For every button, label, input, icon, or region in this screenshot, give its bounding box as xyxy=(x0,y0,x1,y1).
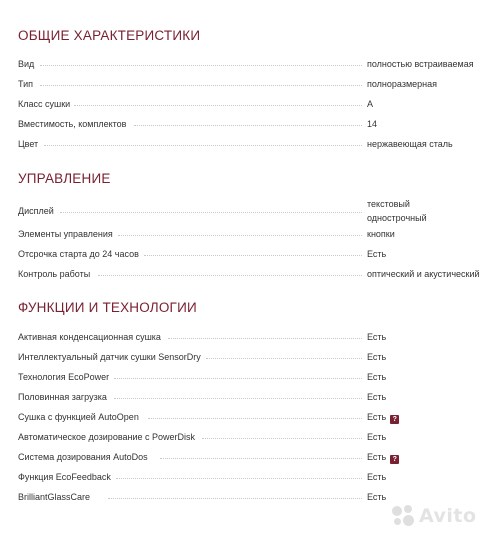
spec-label: Тип xyxy=(18,79,34,89)
spec-label: Активная конденсационная сушка xyxy=(18,332,161,342)
spec-value: Есть xyxy=(367,352,387,362)
spec-row xyxy=(18,431,488,451)
spec-value xyxy=(367,451,399,464)
spec-value: кнопки xyxy=(367,229,395,239)
dotted-leader xyxy=(108,498,362,499)
spec-label: Вид xyxy=(18,59,35,69)
spec-value: текстовый однострочный xyxy=(367,199,427,223)
spec-value-text: Есть xyxy=(367,412,387,422)
spec-value: Есть xyxy=(367,392,387,402)
spec-label: BrilliantGlassCare xyxy=(18,492,91,502)
spec-value: полностью встраиваемая xyxy=(367,59,474,69)
spec-row xyxy=(18,331,488,351)
spec-label: Дисплей xyxy=(18,206,54,216)
dotted-leader xyxy=(114,398,362,399)
spec-label: Технология EcoPower xyxy=(18,372,110,382)
spec-row xyxy=(18,98,488,118)
section-title-functions: ФУНКЦИИ И ТЕХНОЛОГИИ xyxy=(18,300,197,315)
dotted-leader xyxy=(118,235,362,236)
spec-value: Есть xyxy=(367,432,387,442)
dotted-leader xyxy=(160,458,362,459)
dotted-leader xyxy=(60,212,362,213)
spec-value: Есть xyxy=(367,332,387,342)
help-icon[interactable]: ? xyxy=(390,415,399,424)
spec-label: Цвет xyxy=(18,139,39,149)
spec-row xyxy=(18,58,488,78)
spec-value-text: Есть xyxy=(367,452,387,462)
spec-row xyxy=(18,451,488,471)
spec-row xyxy=(18,411,488,431)
dotted-leader xyxy=(168,338,362,339)
spec-label: Функция EcoFeedback xyxy=(18,472,111,482)
spec-value xyxy=(367,411,399,424)
spec-label: Сушка с функцией AutoOpen xyxy=(18,412,139,422)
spec-value: Есть xyxy=(367,372,387,382)
dotted-leader xyxy=(98,275,362,276)
spec-row xyxy=(18,248,488,268)
spec-row xyxy=(18,138,488,158)
spec-label: Отсрочка старта до 24 часов xyxy=(18,249,139,259)
spec-value: полноразмерная xyxy=(367,79,437,89)
spec-row xyxy=(18,78,488,98)
dotted-leader xyxy=(116,478,362,479)
dotted-leader xyxy=(44,145,362,146)
section-title-general: ОБЩИЕ ХАРАКТЕРИСТИКИ xyxy=(18,28,201,43)
spec-row xyxy=(18,351,488,371)
spec-label: Автоматическое дозирование с PowerDisk xyxy=(18,432,196,442)
spec-label: Элементы управления xyxy=(18,229,113,239)
spec-value: A xyxy=(367,99,374,109)
dotted-leader xyxy=(114,378,362,379)
spec-value: Есть xyxy=(367,249,387,259)
spec-row xyxy=(18,118,488,138)
dotted-leader xyxy=(40,85,362,86)
dotted-leader xyxy=(202,438,362,439)
spec-value: 14 xyxy=(367,119,378,129)
spec-value: оптический и акустический xyxy=(367,269,480,279)
help-icon[interactable]: ? xyxy=(390,455,399,464)
spec-row xyxy=(18,471,488,491)
spec-label: Интеллектуальный датчик сушки SensorDry xyxy=(18,352,201,362)
avito-watermark-text: Avito xyxy=(419,505,477,527)
dotted-leader xyxy=(206,358,362,359)
avito-watermark xyxy=(392,505,484,527)
spec-row xyxy=(18,199,488,225)
dotted-leader xyxy=(134,125,362,126)
spec-label: Контроль работы xyxy=(18,269,91,279)
spec-row xyxy=(18,391,488,411)
spec-row xyxy=(18,228,488,248)
section-title-controls: УПРАВЛЕНИЕ xyxy=(18,171,111,186)
spec-value: нержавеющая сталь xyxy=(367,139,453,149)
dotted-leader xyxy=(74,105,362,106)
dotted-leader xyxy=(40,65,362,66)
spec-label: Вместимость, комплектов xyxy=(18,119,127,129)
avito-logo-icon xyxy=(392,505,414,527)
spec-label: Половинная загрузка xyxy=(18,392,107,402)
spec-value: Есть xyxy=(367,492,387,502)
dotted-leader xyxy=(148,418,362,419)
dotted-leader xyxy=(144,255,362,256)
spec-value: Есть xyxy=(367,472,387,482)
spec-row xyxy=(18,268,488,288)
spec-row xyxy=(18,371,488,391)
spec-label: Класс сушки xyxy=(18,99,71,109)
spec-label: Система дозирования AutoDos xyxy=(18,452,148,462)
